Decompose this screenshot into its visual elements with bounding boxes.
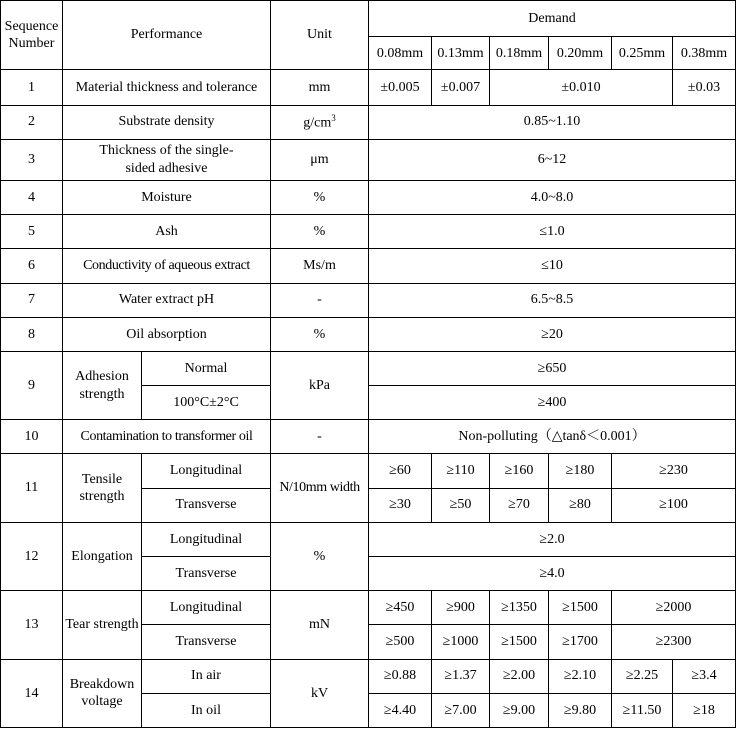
demand-cell: ≤1.0 <box>369 215 736 249</box>
demand-cell: ≥160 <box>490 454 549 488</box>
sub-performance-cell: Longitudinal <box>142 591 271 625</box>
demand-cell: ≥1500 <box>549 591 612 625</box>
sub-performance-cell: In air <box>142 659 271 693</box>
header-thickness: 0.38mm <box>673 37 736 70</box>
header-unit: Unit <box>271 1 369 70</box>
performance-cell: Contamination to transformer oil <box>63 420 271 454</box>
demand-cell: ≥500 <box>369 625 432 659</box>
unit-cell: % <box>271 317 369 351</box>
unit-cell: - <box>271 420 369 454</box>
sequence-cell: 8 <box>1 317 63 351</box>
unit-cell: - <box>271 283 369 317</box>
demand-cell: ≥1000 <box>432 625 490 659</box>
unit-cell: μm <box>271 139 369 180</box>
demand-cell: ±0.03 <box>673 70 736 105</box>
unit-cell: Ms/m <box>271 249 369 283</box>
demand-cell: ≥9.80 <box>549 693 612 727</box>
unit-superscript: 3 <box>331 112 336 123</box>
table-row <box>1 139 736 180</box>
table-row <box>1 70 736 105</box>
demand-cell: ≥11.50 <box>612 693 673 727</box>
unit-cell: % <box>271 522 369 590</box>
demand-cell: ≥2.00 <box>490 659 549 693</box>
table-row <box>1 454 736 488</box>
performance-cell: Thickness of the single-sided adhesive <box>63 139 271 180</box>
table-row <box>1 317 736 351</box>
demand-cell: ≥2.10 <box>549 659 612 693</box>
table-row <box>1 591 736 625</box>
demand-cell: ≥1350 <box>490 591 549 625</box>
demand-cell: ≥3.4 <box>673 659 736 693</box>
header-thickness: 0.08mm <box>369 37 432 70</box>
demand-cell: ≥4.0 <box>369 557 736 591</box>
unit-cell: mm <box>271 70 369 105</box>
sequence-cell: 4 <box>1 180 63 214</box>
demand-cell: ±0.007 <box>432 70 490 105</box>
unit-cell: kV <box>271 659 369 727</box>
demand-cell: ≥70 <box>490 488 549 522</box>
demand-cell: ≥230 <box>612 454 736 488</box>
performance-cell: Moisture <box>63 180 271 214</box>
demand-cell: ≥7.00 <box>432 693 490 727</box>
sequence-cell: 14 <box>1 659 63 727</box>
performance-cell: Ash <box>63 215 271 249</box>
unit-cell: kPa <box>271 351 369 419</box>
demand-cell: ≥20 <box>369 317 736 351</box>
demand-cell: ≤10 <box>369 249 736 283</box>
unit-cell: mN <box>271 591 369 659</box>
unit-cell <box>271 105 369 139</box>
table-row <box>1 420 736 454</box>
demand-cell: 0.85~1.10 <box>369 105 736 139</box>
demand-cell: 6~12 <box>369 139 736 180</box>
performance-cell: Conductivity of aqueous extract <box>63 249 271 283</box>
table-row <box>1 105 736 139</box>
sequence-cell: 6 <box>1 249 63 283</box>
demand-cell: ≥2300 <box>612 625 736 659</box>
demand-cell: ≥9.00 <box>490 693 549 727</box>
demand-cell: ±0.005 <box>369 70 432 105</box>
header-sequence-number: Sequence Number <box>1 1 63 70</box>
table-row <box>1 215 736 249</box>
demand-cell: ≥400 <box>369 386 736 420</box>
demand-cell: ≥100 <box>612 488 736 522</box>
performance-cell: Tensile strength <box>63 454 142 522</box>
unit-base: g/cm <box>303 115 332 131</box>
sequence-cell: 7 <box>1 283 63 317</box>
header-thickness: 0.13mm <box>432 37 490 70</box>
sub-performance-cell: Transverse <box>142 488 271 522</box>
demand-cell: ≥110 <box>432 454 490 488</box>
sub-performance-cell: Transverse <box>142 557 271 591</box>
demand-cell: ≥4.40 <box>369 693 432 727</box>
performance-cell: Substrate density <box>63 105 271 139</box>
demand-cell: ≥180 <box>549 454 612 488</box>
demand-cell: ≥50 <box>432 488 490 522</box>
sequence-cell: 2 <box>1 105 63 139</box>
sequence-cell: 5 <box>1 215 63 249</box>
demand-cell: ≥2.25 <box>612 659 673 693</box>
sequence-cell: 11 <box>1 454 63 522</box>
performance-cell: Oil absorption <box>63 317 271 351</box>
demand-cell: 6.5~8.5 <box>369 283 736 317</box>
header-thickness: 0.25mm <box>612 37 673 70</box>
sub-performance-cell: Transverse <box>142 625 271 659</box>
sequence-cell: 9 <box>1 351 63 419</box>
header-performance: Performance <box>63 1 271 70</box>
demand-cell: ≥18 <box>673 693 736 727</box>
sub-performance-cell: Normal <box>142 351 271 385</box>
performance-cell: Elongation <box>63 522 142 590</box>
demand-cell: ≥900 <box>432 591 490 625</box>
sequence-cell: 3 <box>1 139 63 180</box>
table-row <box>1 351 736 385</box>
performance-cell: Water extract pH <box>63 283 271 317</box>
demand-cell: ≥2000 <box>612 591 736 625</box>
sequence-cell: 10 <box>1 420 63 454</box>
demand-cell: ≥1700 <box>549 625 612 659</box>
performance-cell: Material thickness and tolerance <box>63 70 271 105</box>
demand-cell: ≥2.0 <box>369 522 736 556</box>
table-row <box>1 522 736 556</box>
table-row <box>1 659 736 693</box>
demand-cell: Non-polluting（△tanδ＜0.001） <box>369 420 736 454</box>
demand-cell: ≥1500 <box>490 625 549 659</box>
demand-cell: ≥30 <box>369 488 432 522</box>
sub-performance-cell: 100°C±2°C <box>142 386 271 420</box>
header-thickness: 0.20mm <box>549 37 612 70</box>
performance-cell: Adhesion strength <box>63 351 142 419</box>
demand-cell: ≥60 <box>369 454 432 488</box>
header-demand: Demand <box>369 1 736 37</box>
unit-cell: N/10mm width <box>271 454 369 522</box>
demand-cell: 4.0~8.0 <box>369 180 736 214</box>
demand-cell: ≥650 <box>369 351 736 385</box>
sequence-cell: 12 <box>1 522 63 590</box>
table-row <box>1 249 736 283</box>
unit-cell: % <box>271 180 369 214</box>
header-thickness: 0.18mm <box>490 37 549 70</box>
sequence-cell: 13 <box>1 591 63 659</box>
performance-cell: Breakdown voltage <box>63 659 142 727</box>
demand-cell: ≥1.37 <box>432 659 490 693</box>
demand-cell: ≥80 <box>549 488 612 522</box>
demand-cell: ±0.010 <box>490 70 673 105</box>
sequence-cell: 1 <box>1 70 63 105</box>
table-row <box>1 180 736 214</box>
unit-cell: % <box>271 215 369 249</box>
performance-cell: Tear strength <box>63 591 142 659</box>
sub-performance-cell: Longitudinal <box>142 522 271 556</box>
table-row <box>1 283 736 317</box>
sub-performance-cell: In oil <box>142 693 271 727</box>
demand-cell: ≥450 <box>369 591 432 625</box>
sub-performance-cell: Longitudinal <box>142 454 271 488</box>
demand-cell: ≥0.88 <box>369 659 432 693</box>
